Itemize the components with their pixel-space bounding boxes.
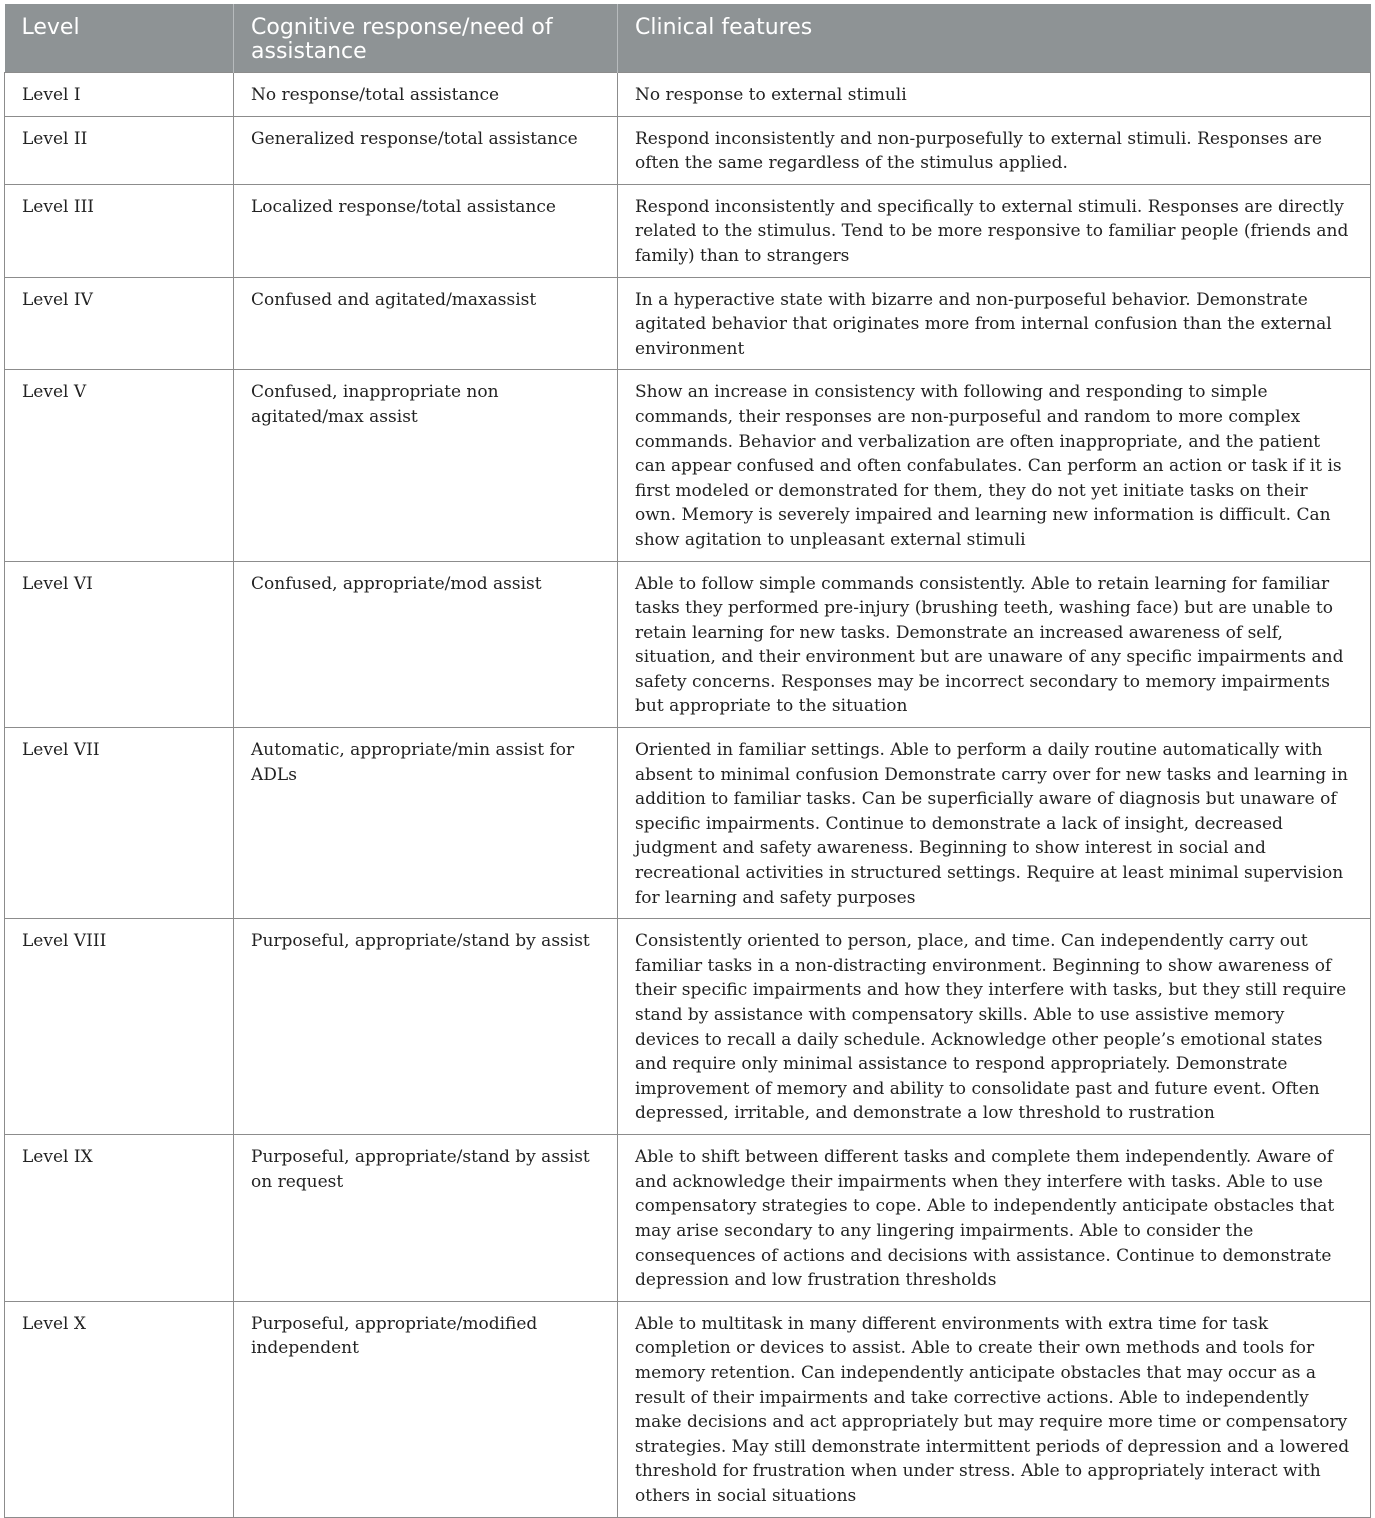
cell-response: Confused, inappropriate non agitated/max assist: [234, 370, 618, 561]
table-row: [5, 370, 1371, 561]
cell-features: Able to follow simple commands consistently. Able to retain learning for familiar tasks they performed pre-injury (brushing teeth, washing face) but are unable to retain learning for new tasks. Demonstrate an increased awareness of self, situation, and their environment but are unaware of any specific impairments and safety concerns. Responses may be incorrect secondary to memory impairments but appropriate to the situation: [618, 561, 1371, 728]
table-row: [5, 1135, 1371, 1302]
cell-response: Confused and agitated/maxassist: [234, 277, 618, 370]
rancho-levels-table-container: [4, 4, 1370, 1518]
header-clinical-features: Clinical features: [618, 4, 1371, 73]
cell-level: Level VII: [5, 728, 234, 919]
cell-level: Level II: [5, 116, 234, 184]
cell-features: Consistently oriented to person, place, and time. Can independently carry out familiar tasks in a non-distracting environment. Beginning to show awareness of their specific impairments and how they interfere with tasks, but they still require stand by assistance with compensatory skills. Able to use assistive memory devices to recall a daily schedule. Acknowledge other people’s emotional states and require only minimal assistance to respond appropriately. Demonstrate improvement of memory and ability to consolidate past and future event. Often depressed, irritable, and demonstrate a low threshold to rustration: [618, 919, 1371, 1135]
table-header: [5, 4, 1371, 73]
header-cognitive-response: Cognitive response/need of assistance: [234, 4, 618, 73]
cell-response: Purposeful, appropriate/stand by assist on request: [234, 1135, 618, 1302]
cell-response: Purposeful, appropriate/stand by assist: [234, 919, 618, 1135]
table-row: [5, 116, 1371, 184]
cell-response: No response/total assistance: [234, 73, 618, 117]
cell-features: Able to shift between different tasks and complete them independently. Aware of and acknowledge their impairments when they interfere with tasks. Able to use compensatory strategies to cope. Able to independently anticipate obstacles that may arise secondary to any lingering impairments. Able to consider the consequences of actions and decisions with assistance. Continue to demonstrate depression and low frustration thresholds: [618, 1135, 1371, 1302]
cell-level: Level V: [5, 370, 234, 561]
cell-level: Level III: [5, 184, 234, 277]
header-level: Level: [5, 4, 234, 73]
cell-features: Respond inconsistently and specifically to external stimuli. Responses are directly related to the stimulus. Tend to be more responsive to familiar people (friends and family) than to strangers: [618, 184, 1371, 277]
table-row: [5, 728, 1371, 919]
cell-response: Localized response/total assistance: [234, 184, 618, 277]
cell-level: Level VIII: [5, 919, 234, 1135]
cell-level: Level X: [5, 1301, 234, 1517]
cell-level: Level IV: [5, 277, 234, 370]
table-row: [5, 919, 1371, 1135]
cell-features: Able to multitask in many different environments with extra time for task completion or devices to assist. Able to create their own methods and tools for memory retention. Can independently anticipate obstacles that may occur as a result of their impairments and take corrective actions. Able to independently make decisions and act appropriately but may require more time or compensatory strategies. May still demonstrate intermittent periods of depression and a lowered threshold for frustration when under stress. Able to appropriately interact with others in social situations: [618, 1301, 1371, 1517]
cell-response: Generalized response/total assistance: [234, 116, 618, 184]
cell-response: Purposeful, appropriate/modified independent: [234, 1301, 618, 1517]
table-row: [5, 277, 1371, 370]
table-body: [5, 73, 1371, 1518]
cell-level: Level IX: [5, 1135, 234, 1302]
cell-response: Confused, appropriate/mod assist: [234, 561, 618, 728]
cell-level: Level VI: [5, 561, 234, 728]
table-row: [5, 1301, 1371, 1517]
cell-response: Automatic, appropriate/min assist for ADLs: [234, 728, 618, 919]
table-row: [5, 73, 1371, 117]
table-row: [5, 561, 1371, 728]
header-row: [5, 4, 1371, 73]
cell-features: Oriented in familiar settings. Able to perform a daily routine automatically with absent to minimal confusion Demonstrate carry over for new tasks and learning in addition to familiar tasks. Can be superficially aware of diagnosis but unaware of specific impairments. Continue to demonstrate a lack of insight, decreased judgment and safety awareness. Beginning to show interest in social and recreational activities in structured settings. Require at least minimal supervision for learning and safety purposes: [618, 728, 1371, 919]
cell-features: In a hyperactive state with bizarre and non-purposeful behavior. Demonstrate agitated behavior that originates more from internal confusion than the external environment: [618, 277, 1371, 370]
rancho-levels-table: [4, 4, 1371, 1518]
table-row: [5, 184, 1371, 277]
cell-features: Show an increase in consistency with following and responding to simple commands, their responses are non-purposeful and random to more complex commands. Behavior and verbalization are often inappropriate, and the patient can appear confused and often confabulates. Can perform an action or task if it is first modeled or demonstrated for them, they do not yet initiate tasks on their own. Memory is severely impaired and learning new information is difficult. Can show agitation to unpleasant external stimuli: [618, 370, 1371, 561]
cell-features: No response to external stimuli: [618, 73, 1371, 117]
cell-level: Level I: [5, 73, 234, 117]
cell-features: Respond inconsistently and non-purposefully to external stimuli. Responses are often the same regardless of the stimulus applied.: [618, 116, 1371, 184]
